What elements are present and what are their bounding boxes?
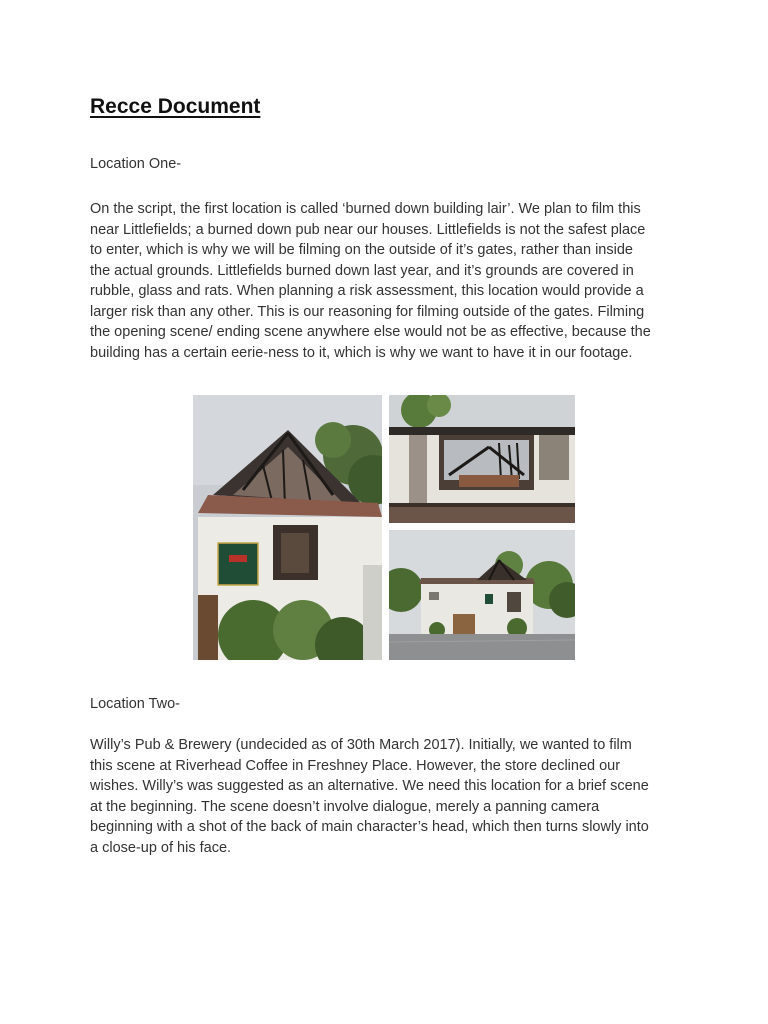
location-one-heading: Location One- xyxy=(90,156,182,172)
location-one-paragraph xyxy=(90,199,690,363)
location-two-paragraph xyxy=(90,735,690,858)
paragraph-line: this scene at Riverhead Coffee in Freshney Place. However, the store declined our xyxy=(90,757,621,774)
location-two-heading: Location Two- xyxy=(90,696,181,712)
paragraph-line: beginning with a shot of the back of main character’s head, which then turns slowly into xyxy=(90,819,649,835)
paragraph-line: building has a certain eerie-ness to it, which is why we want to have it in our footage. xyxy=(90,344,633,361)
paragraph-line: the opening scene/ ending scene anywhere else would not be as effective, because the xyxy=(90,324,651,340)
paragraph-line: a close-up of his face. xyxy=(90,839,232,856)
burned-roof-photo xyxy=(389,395,575,523)
burned-pub-sign-photo xyxy=(193,395,382,660)
paragraph-line: near Littlefields; a burned down pub near our houses. Littlefields is not the safest place xyxy=(90,221,646,238)
paragraph-line: the actual grounds. Littlefields burned down last year, and it’s grounds are covered in xyxy=(90,262,634,279)
paragraph-line: at the beginning. The scene doesn’t involve dialogue, merely a panning camera xyxy=(90,798,600,815)
document-title: Recce Document xyxy=(90,95,261,118)
paragraph-line: wishes. Willy’s was suggested as an alternative. We need this location for a brief scene xyxy=(90,778,649,794)
paragraph-line: On the script, the first location is called ‘burned down building lair’. We plan to film this xyxy=(90,201,641,217)
paragraph-line: to enter, which is why we will be filming on the outside of it’s gates, rather than inside xyxy=(90,242,633,258)
paragraph-line: larger risk than any other. This is our reasoning for filming outside of the gates. Filming xyxy=(90,303,645,320)
paragraph-line: Willy’s Pub & Brewery (undecided as of 30th March 2017). Initially, we wanted to film xyxy=(90,737,632,753)
pub-exterior-photo xyxy=(389,530,575,660)
paragraph-line: rubble, glass and rats. When planning a risk assessment, this location would provide a xyxy=(90,283,644,299)
